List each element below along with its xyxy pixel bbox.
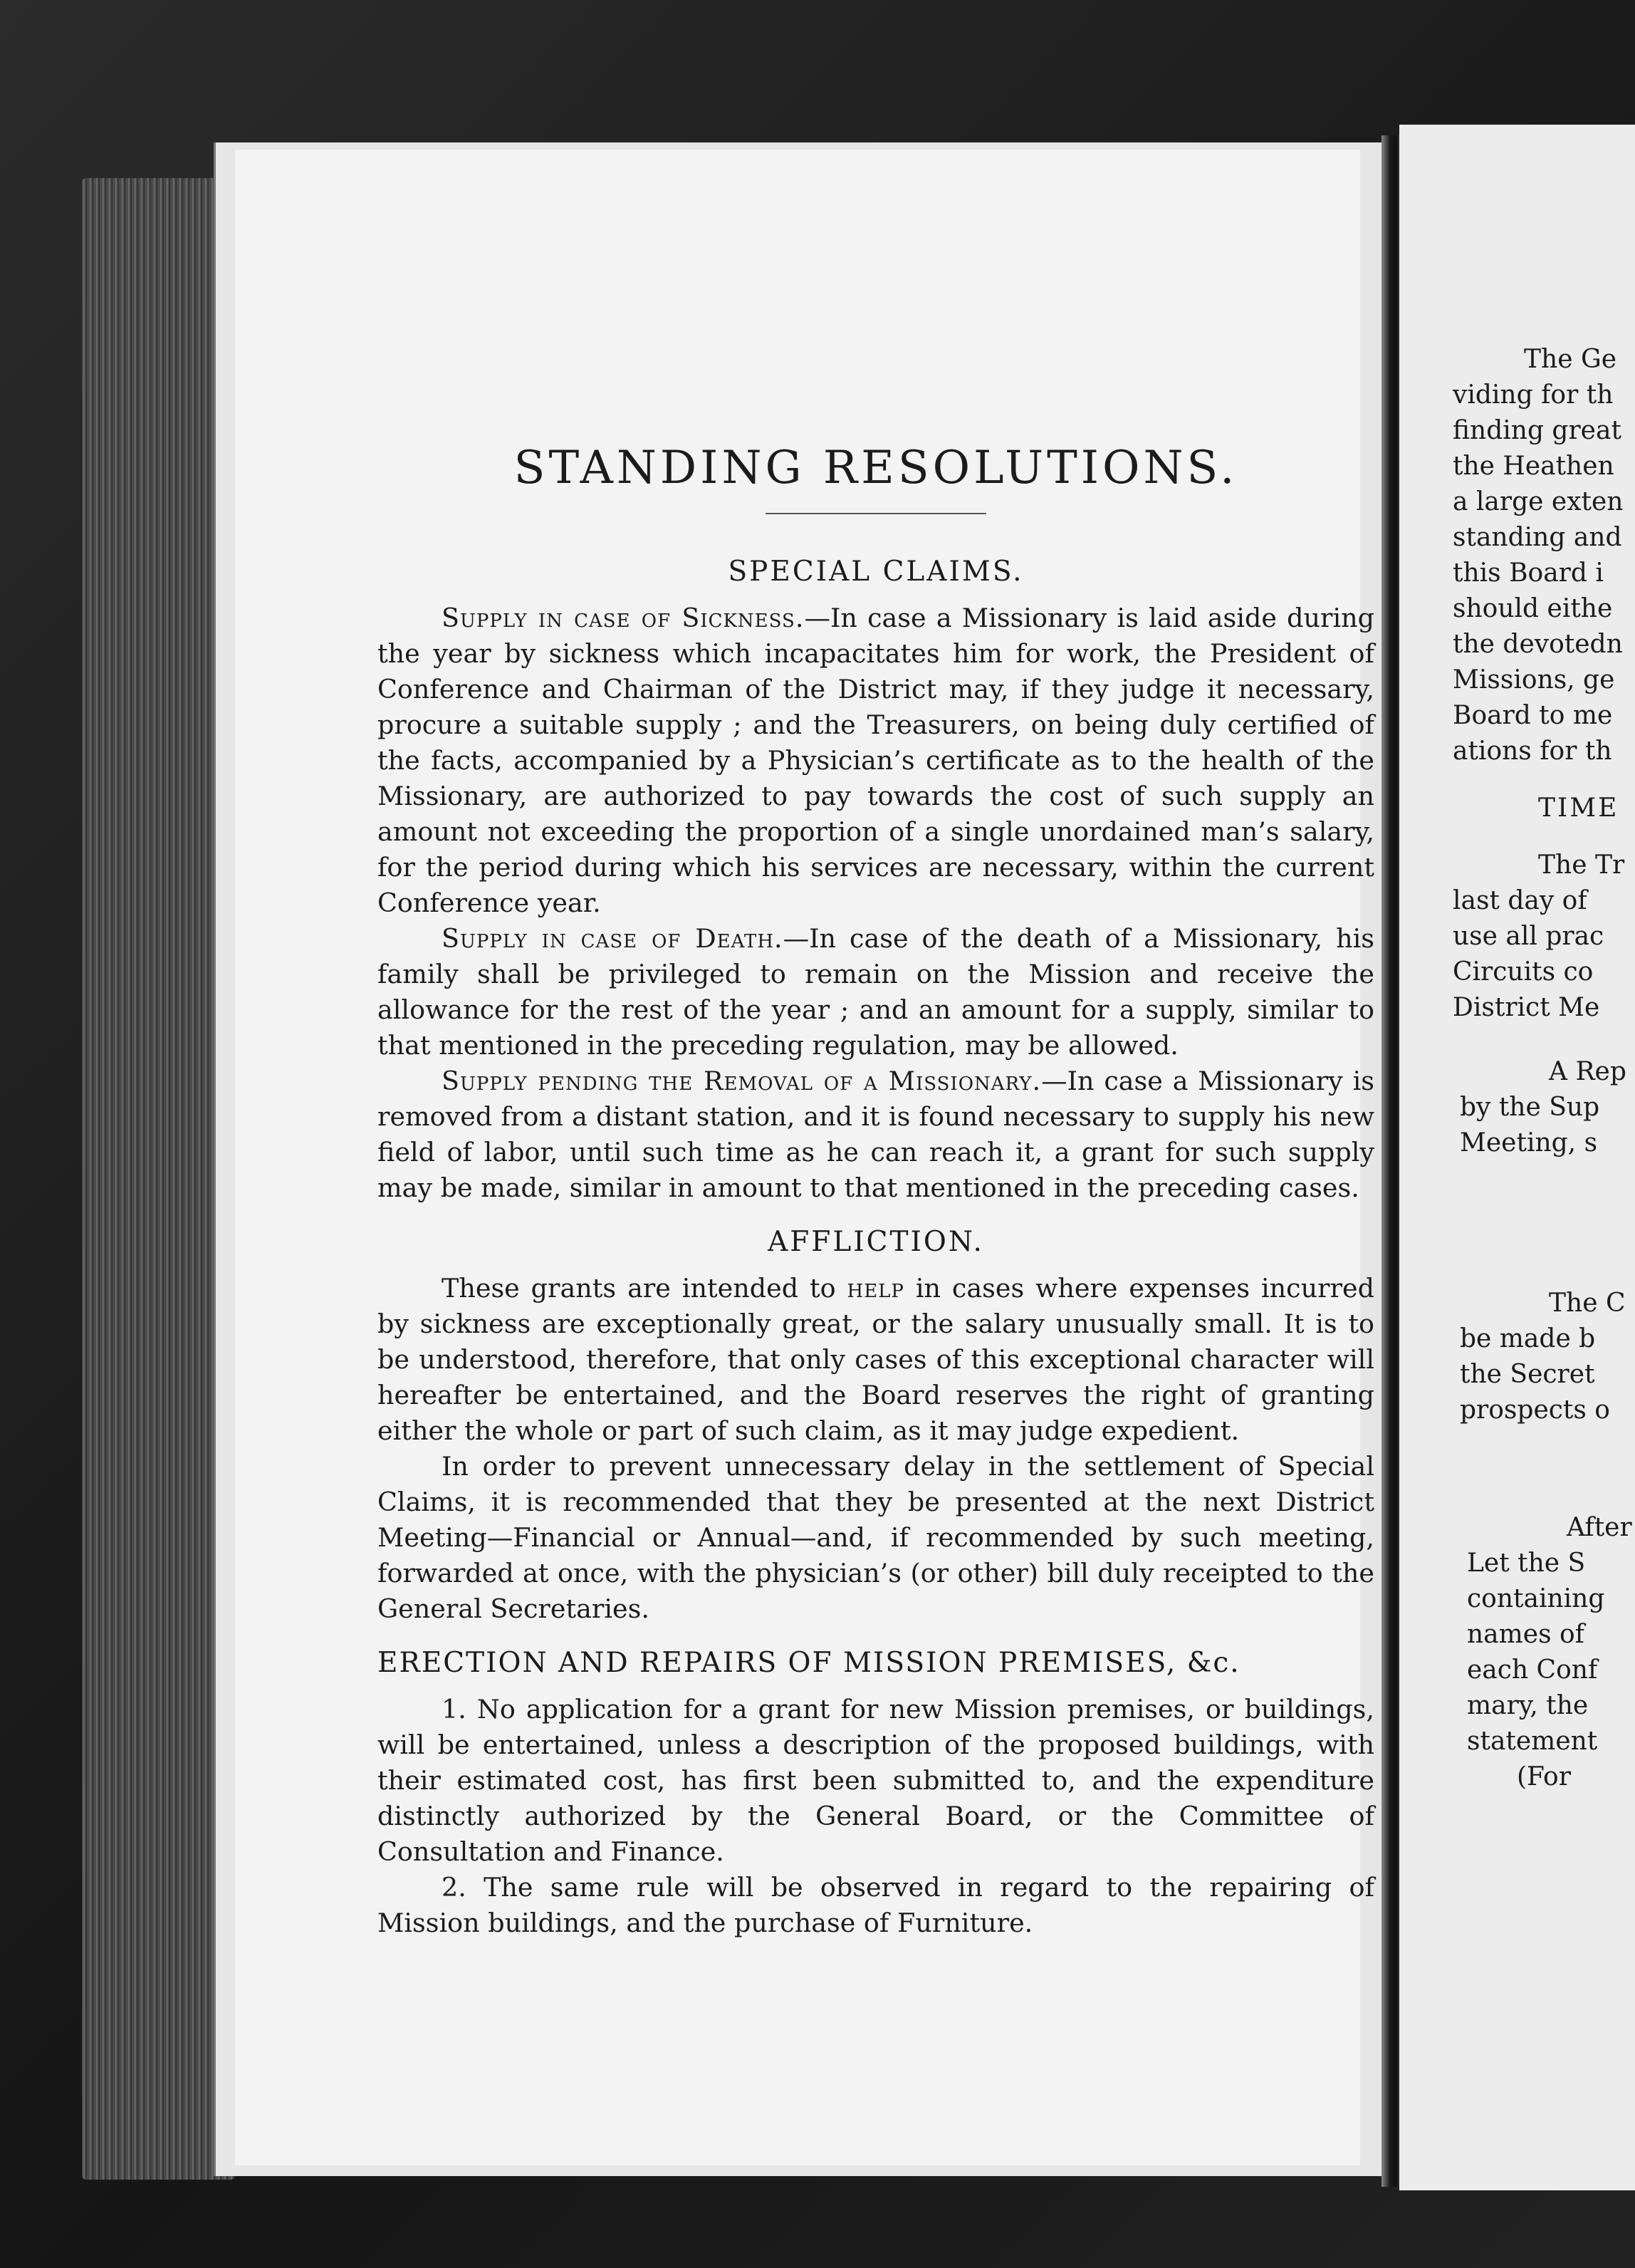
page-title: STANDING RESOLUTIONS. [513, 442, 1238, 494]
sickness-paragraph [377, 600, 1374, 921]
right-line: by the Sup [1460, 1093, 1600, 1122]
right-line: standing and [1453, 523, 1622, 552]
right-line: this Board i [1453, 558, 1604, 588]
right-line: Board to me [1453, 701, 1613, 730]
affliction-paragraph-2: In order to prevent unnecessary delay in the settlement of Special Claims, it is recommended that they be presented at the next District Meeting—Financial or Annual—and, if recommended by such meeting, forwarded at once, with the physician’s (or other) bill duly receipted to the General Secretaries. [377, 1451, 1374, 1624]
removal-text: —In case a Missionary is removed from a distant station, and it is found necessary to supply his new field of labor, until such time as he can reach it, a grant for such supply may be made, similar in amount to that mentioned in the preceding cases. [377, 1066, 1375, 1203]
right-page-block-4 [1460, 1286, 1635, 1428]
right-line: each Conf [1467, 1655, 1598, 1685]
right-line: the devotedn [1453, 630, 1623, 659]
affliction-section [377, 1226, 1374, 1627]
right-line: finding great [1453, 416, 1621, 445]
right-line: statement [1467, 1727, 1598, 1756]
right-line: viding for th [1453, 380, 1614, 410]
right-line: the Heathen [1453, 452, 1614, 481]
affliction-heading: AFFLICTION. [768, 1226, 984, 1258]
right-line: The C [1549, 1289, 1626, 1318]
affliction-help-word: help [847, 1273, 904, 1304]
affliction-p1-start: These grants are intended to [442, 1273, 847, 1304]
right-line: After [1567, 1513, 1632, 1542]
death-paragraph [377, 921, 1374, 1063]
special-claims-section [377, 556, 1374, 1206]
right-line: Circuits co [1453, 957, 1594, 987]
right-line: should eithe [1453, 594, 1613, 623]
right-line: a large exten [1453, 487, 1624, 516]
affliction-paragraph-1 [377, 1271, 1374, 1449]
erection-rule-1: 1. No application for a grant for new Mission premises, or buildings, will be entertained, unless a description of the proposed buildings, with their estimated cost, has first been submitted to, and the expenditure distinctly authorized by the General Board, or the Committee of Consultation and Finance. [377, 1694, 1374, 1867]
special-claims-heading: SPECIAL CLAIMS. [728, 556, 1024, 588]
right-line: the Secret [1460, 1360, 1595, 1389]
book-page-edges [82, 178, 235, 2180]
right-line: (For [1517, 1762, 1571, 1791]
affliction-p1-end: in cases where expenses incurred by sickness are exceptionally great, or the salary unusually small. It is to be understood, therefore, that only cases of this exceptional character will hereafter be entertained, and the Board reserves the right of granting either the whole or part of such claim, as it may judge expedient. [377, 1273, 1374, 1446]
right-page-block-1 [1453, 342, 1635, 769]
title-rule [766, 513, 986, 514]
right-line: use all prac [1453, 922, 1604, 951]
right-time-heading: TIME [1538, 794, 1619, 823]
right-line: The Ge [1524, 345, 1617, 374]
death-text: —In case of the death of a Missionary, his family shall be privileged to remain on the Mission and receive the allowance for the rest of the year ; and an amount for a supply, similar to that mentioned in the preceding regulation, may be allowed. [377, 923, 1374, 1061]
right-line: Meeting, s [1460, 1128, 1598, 1158]
right-line: names of [1467, 1620, 1585, 1649]
right-line: District Me [1453, 993, 1600, 1022]
right-line: A Rep [1549, 1057, 1626, 1086]
right-line: ations for th [1453, 737, 1612, 766]
right-line: containing [1467, 1584, 1605, 1613]
right-line: mary, the [1467, 1691, 1589, 1720]
right-line: The Tr [1538, 850, 1625, 880]
erection-heading: ERECTION AND REPAIRS OF MISSION PREMISES, &c. [377, 1647, 1240, 1679]
right-page-block-3 [1460, 1054, 1635, 1161]
erection-section [377, 1647, 1374, 1941]
erection-rule-2: 2. The same rule will be observed in regard to the repairing of Mission buildings, and the purchase of Furniture. [377, 1872, 1374, 1938]
right-line: be made b [1460, 1324, 1596, 1353]
removal-paragraph [377, 1063, 1374, 1206]
sickness-lead: Supply in case of Sickness. [442, 603, 805, 633]
left-page-content [377, 442, 1374, 1961]
right-line: Missions, ge [1453, 665, 1615, 695]
sickness-text: —In case a Missionary is laid aside during the year by sickness which incapacitates him for work, the President of Conference and Chairman of the District may, if they judge it necessary, procure a suitable supply ; and the Treasurers, on being duly certified of the facts, accompanied by a Physician’s certificate as to the health of the Missionary, are authorized to pay towards the cost of such supply an amount not exceeding the proportion of a single unordained man’s salary, for the period during which his services are necessary, within the current Conference year. [377, 603, 1374, 918]
right-page-block-5 [1467, 1510, 1635, 1795]
right-page-block-2 [1453, 848, 1635, 1026]
removal-lead: Supply pending the Removal of a Missionary. [442, 1066, 1042, 1096]
death-lead: Supply in case of Death. [442, 923, 783, 954]
right-line: last day of [1453, 886, 1587, 915]
right-line: prospects o [1460, 1395, 1610, 1425]
right-line: Let the S [1467, 1549, 1586, 1578]
